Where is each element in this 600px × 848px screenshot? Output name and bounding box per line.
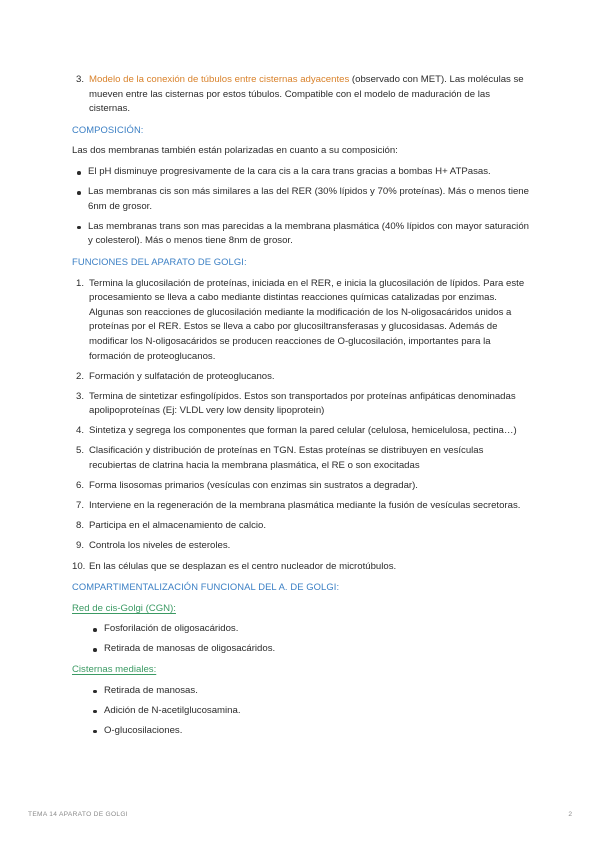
list-item: Retirada de manosas de oligosacáridos. [72, 642, 532, 657]
list-item: El pH disminuye progresivamente de la cara cis a la cara trans gracias a bombas H+ ATPasas. [72, 165, 532, 180]
list-number: 8. [75, 520, 84, 532]
list-number: 6. [75, 480, 84, 492]
list-item-text: Controla los niveles de esteroles. [89, 540, 231, 552]
list-number: 9. [75, 540, 84, 552]
section-heading-composicion: COMPOSICIÓN: [72, 123, 144, 135]
cisternas-mediales-bullets [72, 684, 532, 739]
list-number: 5. [75, 445, 84, 457]
list-item [72, 444, 532, 473]
list-item-text: Formación y sulfatación de proteoglucanos. [89, 370, 275, 382]
intro-item-text: (observado con MET). Las moléculas se mueven entre las cisternas por estos túbulos. Compatible con el modelo de maduración de las cisternas. [89, 74, 524, 115]
subheading-cisternas-mediales: Cisternas mediales: [72, 664, 157, 675]
list-item [72, 370, 532, 385]
page-content [72, 73, 532, 744]
composicion-paragraph: Las dos membranas también están polarizadas en cuanto a su composición: [72, 145, 398, 157]
list-number: 3. [75, 74, 84, 85]
section-heading-compartimentalizacion: COMPARTIMENTALIZACIÓN FUNCIONAL DEL A. DE GOLGI: [72, 581, 340, 593]
list-item: O-glucosilaciones. [72, 724, 532, 739]
list-item-text: Forma lisosomas primarios (vesículas con enzimas sin sustratos a degradar). [89, 480, 418, 492]
list-number: 3. [75, 390, 84, 402]
list-item: Las membranas trans son mas parecidas a la membrana plasmática (40% lípidos con mayor saturación y colesterol). Más o menos tiene 8nm de grosor. [72, 220, 532, 249]
list-item-text: Termina de sintetizar esfingolípidos. Estos son transportados por proteínas anfipáticas denominadas apolipoproteínas (Ej: VLDL very low density lipoprotein) [89, 390, 516, 417]
list-item [72, 560, 532, 575]
list-item: Las membranas cis son más similares a las del RER (30% lípidos y 70% proteínas). Más o menos tiene 6nm de grosor. [72, 185, 532, 214]
footer-document-title: TEMA 14 APARATO DE GOLGI [28, 811, 128, 818]
subheading-cis-golgi: Red de cis-Golgi (CGN): [72, 602, 176, 614]
list-item: Adición de N-acetilglucosamina. [72, 704, 532, 719]
list-item: Retirada de manosas. [72, 684, 532, 699]
composicion-bullets [72, 165, 532, 249]
list-item-text: Sintetiza y segrega los componentes que forman la pared celular (celulosa, hemicelulosa, pectina…) [89, 425, 517, 437]
list-number: 7. [75, 500, 84, 512]
list-item-text: En las células que se desplazan es el centro nucleador de microtúbulos. [89, 560, 397, 572]
list-number: 1. [75, 277, 84, 289]
list-number: 4. [75, 425, 84, 437]
list-item-text: Participa en el almacenamiento de calcio. [89, 520, 267, 532]
section-heading-funciones: FUNCIONES DEL APARATO DE GOLGI: [72, 255, 247, 267]
list-item [72, 519, 532, 534]
list-item: Fosforilación de oligosacáridos. [72, 622, 532, 637]
funciones-list [72, 277, 532, 575]
list-item-text: Interviene en la regeneración de la membrana plasmática mediante la fusión de vesículas secretoras. [89, 500, 521, 512]
list-item-text: Clasificación y distribución de proteínas en TGN. Estas proteínas se distribuyen en vesículas recubiertas de clatrina hacia la membrana plasmática, el RE o son exocitadas [89, 445, 484, 472]
list-number: 2. [75, 370, 84, 382]
intro-list-item [72, 73, 532, 117]
list-item [72, 390, 532, 419]
list-item [72, 424, 532, 439]
list-item-text: Termina la glucosilación de proteínas, iniciada en el RER, e inicia la glucosilación de lípidos. Para este procesamiento se lleva a cabo mediante distintas reacciones químicas catalizadas por enzimas. Algunas son reacciones de glucosilación mediante la modificación de los N-oligosacáridos unidos a proteínas por el RER. Estos se lleva a cabo por glucosiltransferasas y glucosidasas. Además de modificar los N-oligosacáridos se producen reacciones de O-glucosilación, importantes para la formación de proteoglucanos. [89, 277, 525, 362]
list-item [72, 277, 532, 365]
model-link-text[interactable]: Modelo de la conexión de túbulos entre cisternas adyacentes [89, 74, 350, 85]
list-item [72, 479, 532, 494]
list-item [72, 499, 532, 514]
list-item [72, 539, 532, 554]
cis-golgi-bullets [72, 622, 532, 657]
list-number: 10. [72, 560, 86, 572]
footer-page-number: 2 [568, 811, 572, 818]
